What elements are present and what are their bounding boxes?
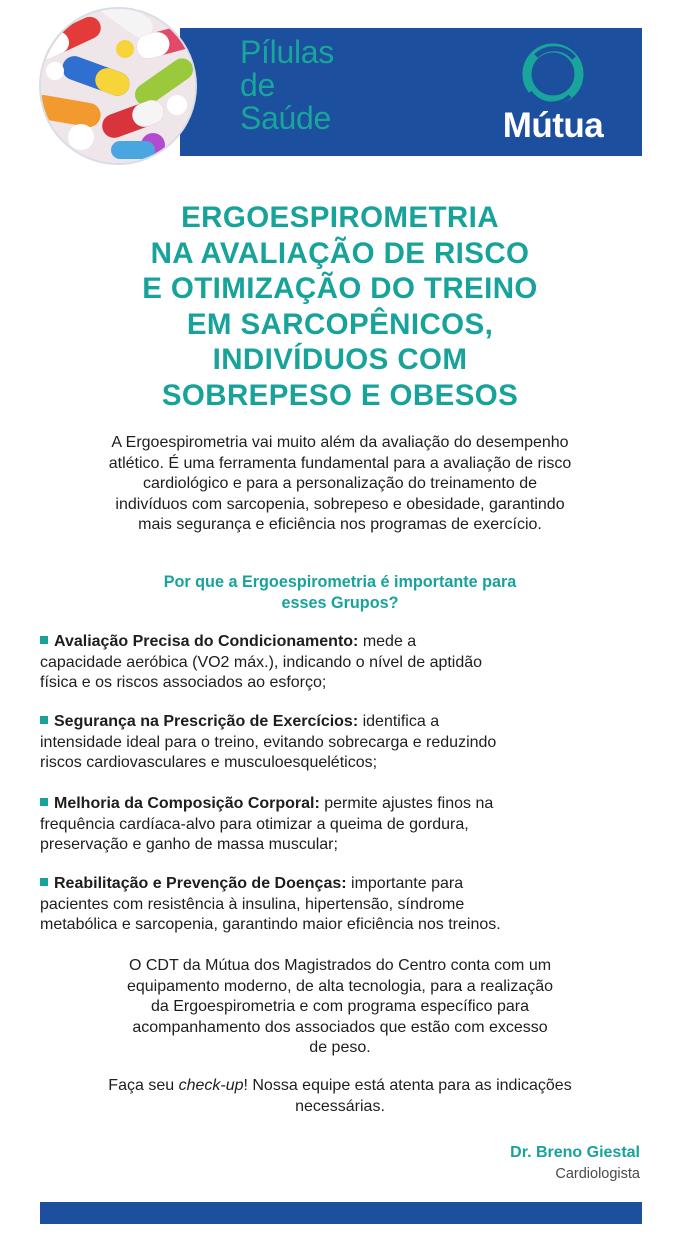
bullet-square-icon — [40, 878, 48, 886]
cdt-paragraph — [40, 956, 640, 1059]
bullet-text: mede a — [358, 633, 417, 650]
section-title-line: Pílulas — [240, 34, 334, 70]
cdt-line: equipamento moderno, de alta tecnologia, para a realização — [126, 977, 554, 995]
cdt-line: acompanhamento dos associados que estão com excesso — [132, 1018, 548, 1036]
bullet-text: identifica a — [358, 713, 440, 730]
article-title — [40, 200, 640, 413]
checkup-text: necessárias. — [295, 1097, 385, 1115]
bullet-square-icon — [40, 798, 48, 806]
bullet-text: preservação e ganho de massa muscular; — [40, 836, 338, 853]
question-heading — [40, 572, 640, 614]
footer-band — [40, 1202, 642, 1224]
bullet-item — [40, 712, 650, 774]
bullet-title: Reabilitação e Prevenção de Doenças: — [54, 875, 347, 892]
bullet-square-icon — [40, 716, 48, 724]
intro-line: A Ergoespirometria vai muito além da avaliação do desempenho — [111, 434, 569, 451]
pills-photo — [41, 9, 195, 163]
checkup-text: Faça seu — [108, 1077, 179, 1094]
article-title-line: INDIVÍDUOS COM — [212, 343, 468, 376]
article-title-line: E OTIMIZAÇÃO DO TREINO — [142, 272, 538, 305]
section-title-line: Saúde — [240, 100, 332, 136]
bullet-title: Melhoria da Composição Corporal: — [54, 795, 320, 812]
article-title-line: SOBREPESO E OBESOS — [161, 378, 519, 412]
bullet-item — [40, 632, 650, 694]
article-title-line: EM SARCOPÊNICOS, — [186, 307, 494, 341]
question-line: Por que a Ergoespirometria é importante para — [163, 573, 517, 591]
author-role: Cardiologista — [555, 1166, 640, 1182]
bullet-text: intensidade ideal para o treino, evitando sobrecarga e reduzindo — [40, 733, 497, 751]
cdt-line: de peso. — [309, 1039, 371, 1056]
bullet-text: pacientes com resistência à insulina, hipertensão, síndrome — [40, 895, 465, 913]
intro-line: atlético. É uma ferramenta fundamental para a avaliação de risco — [108, 454, 572, 472]
mutua-logo — [478, 42, 628, 148]
section-title — [240, 36, 440, 135]
article-title-line: ERGOESPIROMETRIA — [181, 201, 499, 234]
bullet-item — [40, 874, 650, 936]
bullet-text: física e os riscos associados ao esforço; — [40, 674, 327, 691]
section-title-line: de — [240, 67, 275, 103]
checkup-emphasis: check-up — [178, 1077, 244, 1094]
logo-name: Mútua — [502, 106, 604, 145]
article-title-line: NA AVALIAÇÃO DE RISCO — [150, 236, 530, 270]
bullet-title: Avaliação Precisa do Condicionamento: — [54, 633, 359, 650]
author-name: Dr. Breno Giestal — [510, 1144, 640, 1161]
bullet-text: capacidade aeróbica (VO2 máx.), indicando o nível de aptidão — [40, 653, 483, 671]
bullet-text: riscos cardiovasculares e musculoesqueléticos; — [40, 754, 378, 771]
question-line: esses Grupos? — [281, 594, 399, 612]
bullet-square-icon — [40, 636, 48, 644]
logo-swirl-icon — [478, 42, 628, 108]
cdt-line: O CDT da Mútua dos Magistrados do Centro conta com um — [128, 957, 552, 974]
intro-paragraph — [40, 433, 640, 536]
checkup-text: ! Nossa equipe está atenta para as indicações — [243, 1077, 572, 1094]
intro-line: indivíduos com sarcopenia, sobrepeso e obesidade, garantindo — [115, 495, 565, 513]
bullet-item — [40, 794, 650, 856]
checkup-paragraph — [40, 1076, 640, 1117]
bullet-title: Segurança na Prescrição de Exercícios: — [54, 713, 359, 730]
cdt-line: da Ergoespirometria e com programa específico para — [151, 998, 529, 1015]
bullet-text: metabólica e sarcopenia, garantindo maior eficiência nos treinos. — [40, 916, 501, 933]
intro-line: mais segurança e eficiência nos programas de exercício. — [138, 516, 542, 533]
bullet-text: permite ajustes finos na — [319, 795, 494, 812]
bullet-text: frequência cardíaca-alvo para otimizar a queima de gordura, — [40, 815, 469, 833]
bullet-text: importante para — [346, 875, 464, 892]
intro-line: cardiológico e para a personalização do treinamento de — [142, 475, 538, 492]
